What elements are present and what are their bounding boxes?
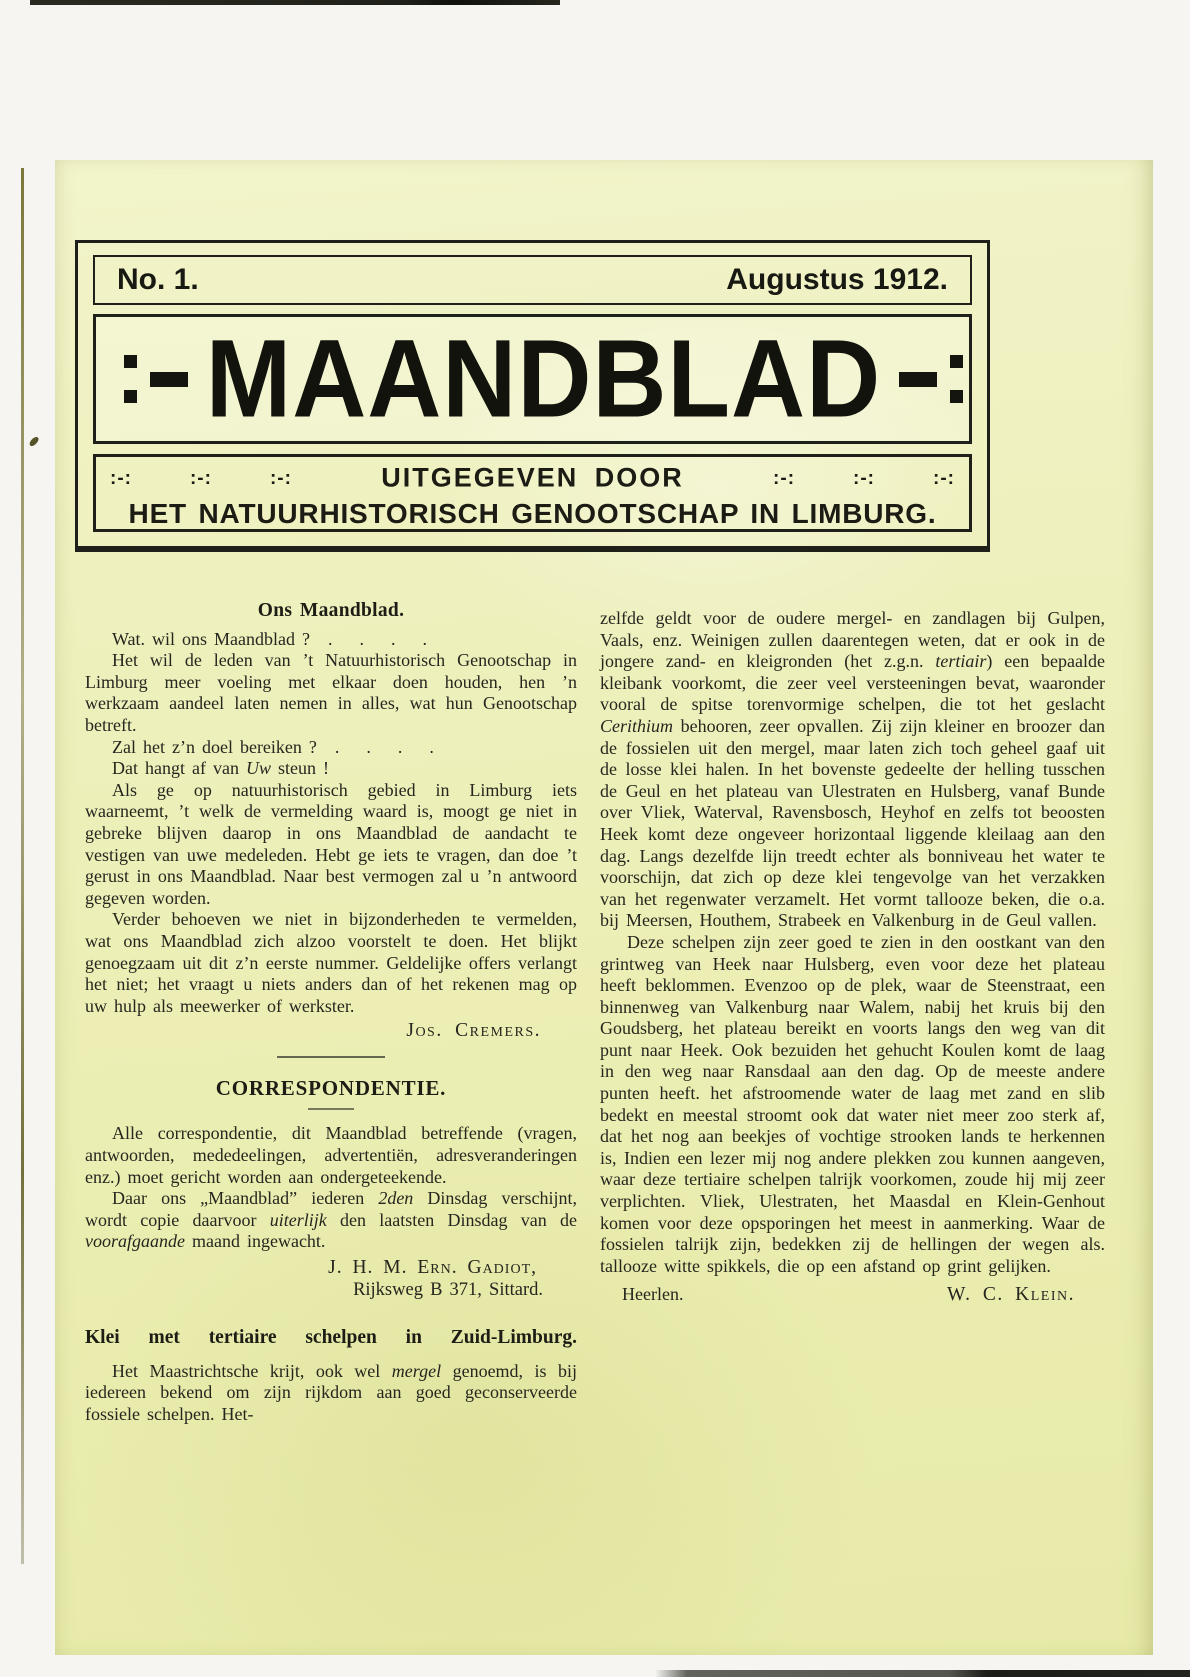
article2-title: CORRESPONDENTIE. bbox=[215, 1075, 447, 1100]
paragraph: Daar ons „Maandblad” iederen 2den Dinsdag verschijnt, wordt copie daarvoor uiterlijk den laatsten Dinsdag van de voorafgaande maand ingewacht. bbox=[85, 1188, 577, 1252]
right-column bbox=[600, 608, 1105, 1306]
closing-signature: W. C. Klein. bbox=[947, 1284, 1075, 1306]
article3-body bbox=[85, 1361, 577, 1426]
publisher-line2: HET NATUURHISTORISCH GENOOTSCHAP IN LIMBURG. bbox=[128, 498, 937, 529]
paragraph: Deze schelpen zijn zeer goed te zien in den oostkant van den grintweg van Heek naar Hulsberg, even voor deze het plateau heeft beklommen. Evenzoo op de plek, waar de Steenstraat, een binnenweg van Valkenburg naar Walem, nabij het kruis bij den Goudsberg, het plateau bereikt en voorts langs den weg van dit punt naar Heek. Ook bezuiden het gehucht Koulen komt de laag in den weg naar Ransdaal aan den dag. Op de meeste andere punten heeft. het afstroomende water de laag met zand en slib bedekt en meestal stroomt ook dat water niet meer zoo sterk af, dat het nog aan beekjes of vochtige strooken lands te herkennen is, Indien een lezer mij nog andere plekken zou kunnen aangeven, waar deze tertiaire schelpen talrijk voorkomen, zoude hij mij zeer verplichten. Vliek, Ulestraten, het Maasdal en Klein-Genhout komen voor deze opsporingen het meest in aanmerking. Waar de fossielen talrijk zijn, bedekken zij de hellingen der wegen als. tallooze witte spikkels, die op een afstand op grint gelijken. bbox=[600, 931, 1105, 1276]
left-column bbox=[85, 600, 577, 1426]
masthead-ornament-left-icon bbox=[124, 355, 188, 403]
page-fold-line bbox=[21, 168, 24, 1564]
publisher-ornament-icon: :-: bbox=[773, 468, 796, 489]
paragraph: Alle correspondentie, dit Maandblad betreffende (vragen, antwoorden, mededeelingen, advertentiën, adresveranderingen enz.) moet gericht worden aan ondergeteekende. bbox=[85, 1123, 577, 1187]
issue-info-box bbox=[93, 255, 972, 305]
closing-row bbox=[600, 1284, 1105, 1306]
right-column-body bbox=[600, 608, 1105, 1277]
masthead-title: MAANDBLAD bbox=[205, 316, 882, 441]
publisher-ornament-icon: :-: bbox=[110, 468, 132, 489]
scan-bottom-edge-line bbox=[655, 1670, 1190, 1677]
publisher-ornament-icon: :-: bbox=[853, 468, 876, 489]
magazine-page bbox=[55, 160, 1153, 1655]
paragraph: Als ge op natuurhistorisch gebied in Limburg iets waarneemt, ’t welk de vermelding waard is, moogt ge niet in gebreke blijven daarop in ons Maandblad de aandacht te vestigen van uwe medeleden. Hebt ge iets te vragen, dan doe ’t gerust in ons Maandblad. Naar best vermogen zal u ’n antwoord gegeven worden. bbox=[85, 779, 577, 908]
paragraph: Zal het z’n doel bereiken ? . . . . bbox=[112, 736, 434, 757]
paragraph: Wat. wil ons Maandblad ? . . . . bbox=[112, 628, 428, 649]
publisher-box bbox=[93, 454, 972, 532]
article3-title: Klei met tertiaire schelpen in Zuid-Limburg. bbox=[85, 1327, 577, 1349]
publisher-ornament-icon: :-: bbox=[933, 468, 955, 489]
publisher-ornaments-left bbox=[110, 468, 292, 490]
article2-body bbox=[85, 1123, 577, 1253]
closing-place: Heerlen. bbox=[622, 1284, 684, 1305]
masthead-frame bbox=[75, 240, 990, 552]
paragraph: zelfde geldt voor de oudere mergel- en zandlagen bij Gulpen, Vaals, enz. Weinigen zullen daarentegen weten, dat er ook in de jongere zand- en kleigronden (het z.g.n. tertiair) een bepaalde kleibank voorkomt, die zeer veel versteeningen bevat, waaronder vooral de spitse torenvormige schelpen, die tot het geslacht Cerithium behooren, zeer opvallen. Zij zijn kleiner en broozer dan de fossielen uit den mergel, maar laten zich toch geheel gaaf uit de losse klei halen. In het bovenste gedeelte der helling tusschen de Geul en het plateau van Ulestraten en Hulsberg, vanaf Bunde over Vliek, Waterval, Ravensbosch, Heyhof en zelfs tot beoosten Heek komt deze ongeveer horizontaal liggende kleilaag aan den dag. Langs dezelfde lijn treedt echter als bonniveau het water te voorschijn, dat zich op deze klei tengevolge van het verzakken van het regenwater verzamelt. Het vormt tallooze beken, die o.a. bij Meersen, Houthem, Strabeek en Valkenburg in de Geul vallen. bbox=[600, 608, 1106, 931]
article1-body bbox=[85, 629, 577, 1018]
section-divider bbox=[277, 1056, 385, 1058]
masthead-title-box bbox=[93, 314, 972, 444]
issue-date: Augustus 1912. bbox=[726, 263, 948, 296]
article2-signature-block bbox=[85, 1257, 577, 1301]
article1-title: Ons Maandblad. bbox=[257, 600, 405, 621]
paragraph: Dat hangt af van Uw steun ! bbox=[112, 758, 329, 779]
article1-signature: Jos. Cremers. bbox=[406, 1020, 541, 1042]
publisher-ornaments-right bbox=[773, 468, 955, 490]
article2-signature-name: J. H. M. Ern. Gadiot, bbox=[328, 1257, 537, 1279]
article2-signature-address: Rijksweg B 371, Sittard. bbox=[353, 1279, 543, 1300]
paragraph: Het Maastrichtsche krijt, ook wel mergel genoemd, is bij iedereen bekend om zijn rijkdom aan goed geconserveerde fossiele schelpen. Het- bbox=[85, 1360, 577, 1424]
issue-number: No. 1. bbox=[117, 263, 199, 296]
paragraph: Verder behoeven we niet in bijzonderheden te vermelden, wat ons Maandblad zich alzoo voorstelt te doen. Het blijkt genoegzaam uit dit z’n eerste nummer. Geldelijke offers verlangt het niet; het vraagt u niets anders dan of het rekenen mag op uw hulp als meewerker of werkster. bbox=[85, 909, 577, 1016]
publisher-ornament-icon: :-: bbox=[189, 468, 212, 489]
scan-top-edge-line bbox=[30, 0, 560, 5]
publisher-line1: UITGEGEVEN DOOR bbox=[381, 462, 684, 493]
publisher-ornament-icon: :-: bbox=[269, 468, 292, 489]
paragraph: Het wil de leden van ’t Natuurhistorisch Genootschap in Limburg meer voeling met elkaar doen houden, hen ’n werkzaam aandeel laten nemen in alles, wat hun Genootschap betreft. bbox=[85, 650, 577, 735]
publisher-line1-row bbox=[96, 463, 969, 495]
ink-speck bbox=[28, 435, 40, 447]
section-divider-small bbox=[308, 1108, 354, 1110]
masthead-ornament-right-icon bbox=[899, 355, 963, 403]
